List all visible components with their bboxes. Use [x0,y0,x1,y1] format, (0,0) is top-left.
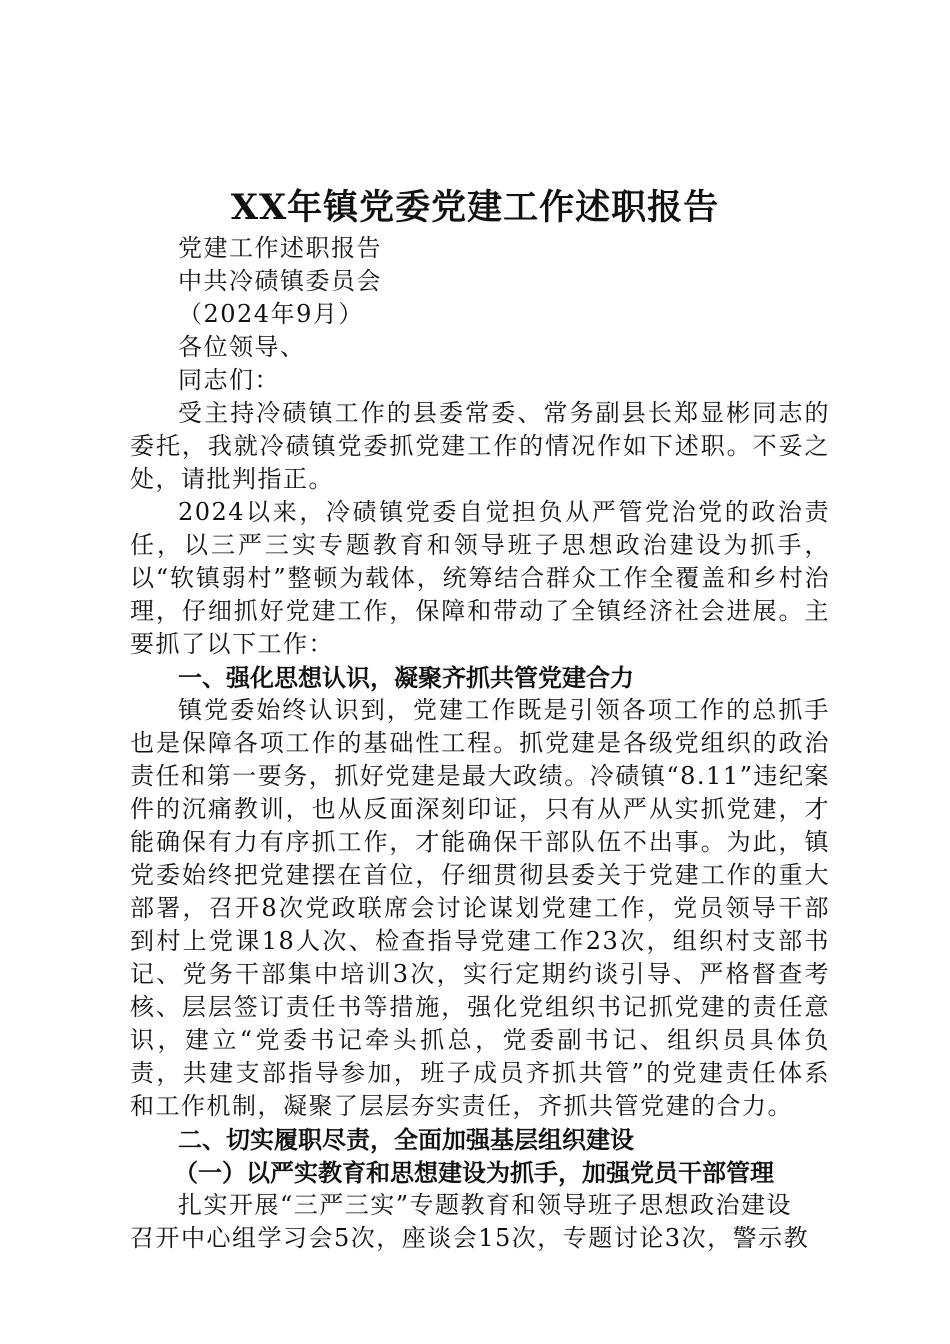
paragraph-subsection-1-line-2: 召开中心组学习会5次，座谈会15次，专题讨论3次，警示教 [130,1224,810,1252]
salutation-leaders: 各位领导、 [178,333,306,361]
paragraph-section-1: 镇党委始终认识到，党建工作既是引领各项工作的总抓手也是保障各项工作的基础性工程。抓党建是各级党组织的政治责任和第一要务，抓好党建是最大政绩。冷碛镇“8.11”违纪案件的沉痛教训，也从反面深刻印证，只有从严从实抓党建，才能确保有力有序抓工作，才能确保干部队伍不出事。为此，镇党委始终把党建摆在首位，仔细贯彻县委关于党建工作的重大部署，召开8次党政联席会讨论谋划党建工作，党员领导干部到村上党课18人次、检查指导党建工作23次，组织村支部书记、党务干部集中培训3次，实行定期约谈引导、严格督查考核、层层签订责任书等措施，强化党组织书记抓党建的责任意识，建立“党委书记牵头抓总，党委副书记、组织员具体负责，共建支部指导参加，班子成员齐抓共管”的党建责任体系和工作机制，凝聚了层层夯实责任，齐抓共管党建的合力。 [130,696,830,1120]
paragraph-overview: 2024以来，冷碛镇党委自觉担负从严管党治党的政治责任，以三严三实专题教育和领导班子思想政治建设为抓手，以“软镇弱村”整顿为载体，统筹结合群众工作全覆盖和乡村治理，仔细抓好党建工作，保障和带动了全镇经济社会进展。主要抓了以下工作： [130,498,830,658]
document-body [130,232,830,1255]
salutation-comrades: 同志们： [178,366,280,394]
document-title: XX年镇党委党建工作述职报告 [230,187,720,228]
section-heading-1: 一、强化思想认识，凝聚齐抓共管党建合力 [178,663,634,692]
header-line-organization: 中共冷碛镇委员会 [178,267,382,295]
header-line-report-type: 党建工作述职报告 [178,234,382,262]
paragraph-subsection-1-line-1: 扎实开展“三严三实”专题教育和领导班子思想政治建设 [178,1191,793,1219]
section-heading-2: 二、切实履职尽责，全面加强基层组织建设 [178,1125,634,1154]
subsection-heading-1: （一）以严实教育和思想建设为抓手，加强党员干部管理 [174,1158,774,1187]
header-line-date: （2024年9月） [178,300,364,328]
paragraph-intro: 受主持冷碛镇工作的县委常委、常务副县长郑显彬同志的委托，我就冷碛镇党委抓党建工作的情况作如下述职。不妥之处，请批判指正。 [130,399,830,493]
